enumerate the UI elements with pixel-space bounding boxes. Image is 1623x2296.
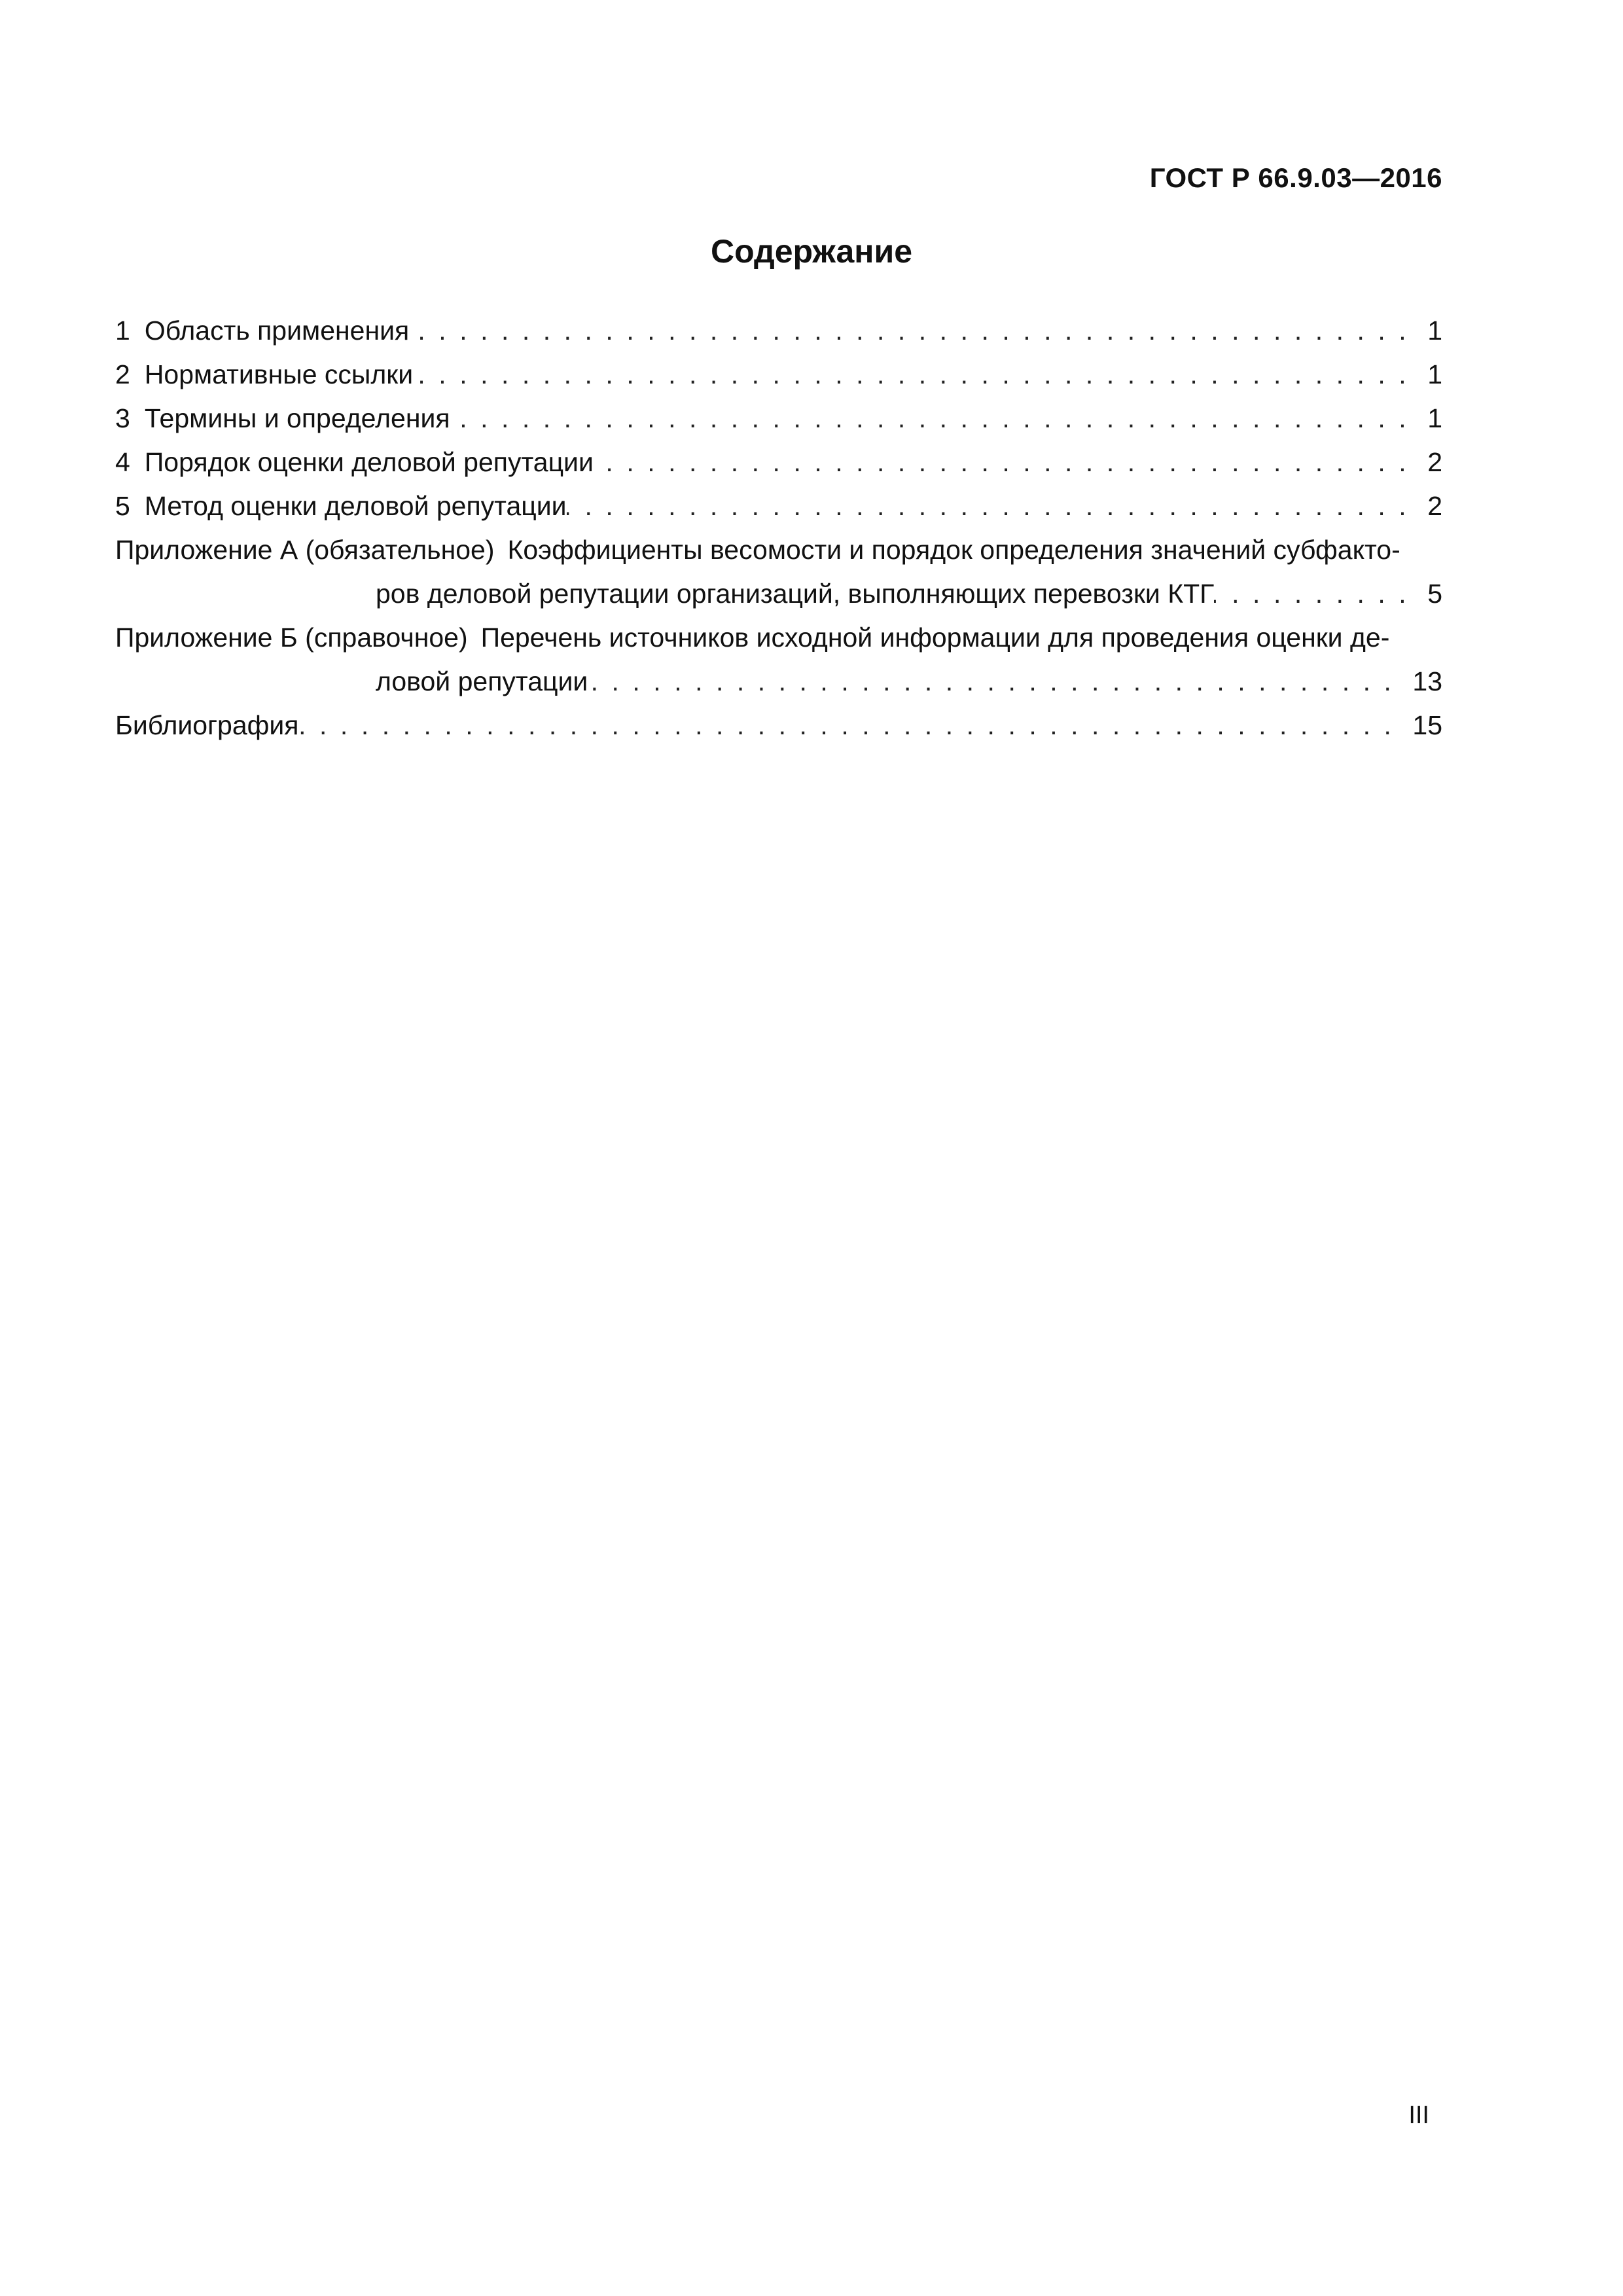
toc-item-page: 2 [1427, 491, 1442, 521]
document-code: ГОСТ Р 66.9.03—2016 [1149, 162, 1442, 193]
annex-title-line [115, 616, 1442, 660]
toc-item-page: 5 [1427, 579, 1442, 609]
annex-prefix: Приложение Б (справочное) [115, 622, 468, 653]
annex-title-end: ловой репутации [376, 666, 588, 696]
table-of-contents [115, 309, 1442, 747]
toc-annex-item[interactable] [115, 528, 1442, 616]
toc-annex-item[interactable] [115, 616, 1442, 704]
toc-title: Содержание [710, 233, 913, 270]
toc-item-page: 1 [1427, 315, 1442, 346]
dot-leader [298, 704, 1412, 747]
toc-item-page: 1 [1427, 359, 1442, 389]
toc-item[interactable] [115, 309, 1442, 353]
toc-item-label: 1 Область применения [115, 309, 409, 353]
toc-item-label: Библиография [115, 710, 299, 740]
annex-title-continuation [115, 572, 1442, 616]
dot-leader [594, 440, 1427, 484]
toc-item-label: 2 Нормативные ссылки [115, 353, 413, 397]
toc-item-page: 1 [1427, 403, 1442, 433]
dot-leader [567, 484, 1428, 528]
dot-leader [588, 660, 1412, 704]
toc-item-label: 4 Порядок оценки деловой репутации [115, 440, 594, 484]
toc-item[interactable] [115, 484, 1442, 528]
toc-item-number: 5 [115, 491, 130, 521]
toc-item-page: 2 [1427, 447, 1442, 477]
page-number: III [1408, 2102, 1429, 2129]
annex-title-line [115, 528, 1442, 572]
dot-leader [1214, 572, 1427, 616]
dot-leader [450, 397, 1428, 440]
toc-item-label: 5 Метод оценки деловой репутации [115, 484, 567, 528]
toc-item-number: 1 [115, 315, 130, 346]
toc-item-number: 2 [115, 359, 130, 389]
toc-item-number: 3 [115, 403, 130, 433]
dot-leader [409, 309, 1427, 353]
toc-item-label: 3 Термины и определения [115, 397, 450, 440]
annex-title-continuation [115, 660, 1442, 704]
dot-leader [413, 353, 1427, 397]
annex-prefix: Приложение А (обязательное) [115, 535, 495, 565]
annex-title: Коэффициенты весомости и порядок определения значений субфакто- [507, 535, 1400, 565]
annex-title: Перечень источников исходной информации для проведения оценки де- [480, 622, 1390, 653]
toc-item[interactable] [115, 353, 1442, 397]
toc-item[interactable] [115, 440, 1442, 484]
toc-item-page: 13 [1412, 666, 1442, 696]
toc-item-number: 4 [115, 447, 130, 477]
annex-title-end: ров деловой репутации организаций, выполняющих перевозки КТГ [376, 579, 1215, 609]
toc-item[interactable] [115, 397, 1442, 440]
toc-bibliography[interactable] [115, 704, 1442, 747]
toc-item-page: 15 [1412, 710, 1442, 740]
